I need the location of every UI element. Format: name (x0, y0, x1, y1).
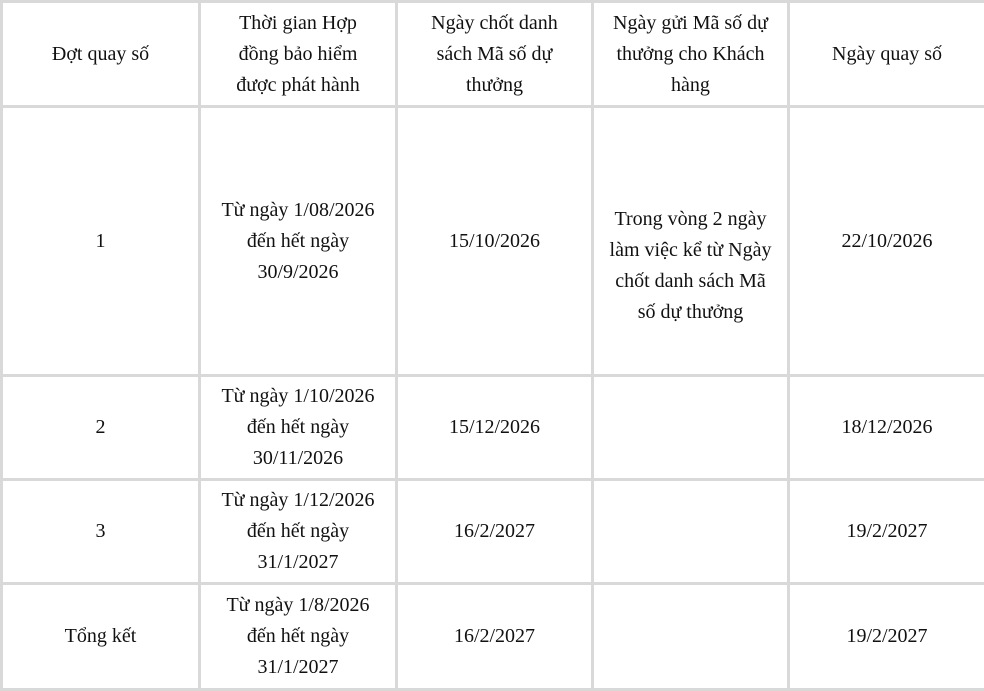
cell-ngay-chot: 15/12/2026 (397, 376, 593, 480)
cell-thoi-gian: Từ ngày 1/12/2026 đến hết ngày 31/1/2027 (200, 480, 397, 584)
cell-ngay-chot: 16/2/2027 (397, 584, 593, 690)
header-ngay-quay: Ngày quay số (789, 2, 984, 107)
table-row (2, 376, 984, 480)
cell-dot: 2 (2, 376, 200, 480)
cell-ngay-quay: 19/2/2027 (789, 584, 984, 690)
table-row (2, 480, 984, 584)
header-dot-quay-so: Đợt quay số (2, 2, 200, 107)
cell-ngay-gui: Trong vòng 2 ngày làm việc kể từ Ngày chốt danh sách Mã số dự thưởng (593, 107, 789, 376)
table-row (2, 584, 984, 690)
header-thoi-gian: Thời gian Hợp đồng bảo hiểm được phát hành (200, 2, 397, 107)
cell-dot: 3 (2, 480, 200, 584)
cell-thoi-gian: Từ ngày 1/08/2026 đến hết ngày 30/9/2026 (200, 107, 397, 376)
cell-ngay-chot: 15/10/2026 (397, 107, 593, 376)
cell-thoi-gian: Từ ngày 1/8/2026 đến hết ngày 31/1/2027 (200, 584, 397, 690)
cell-ngay-gui (593, 480, 789, 584)
cell-ngay-gui (593, 584, 789, 690)
cell-thoi-gian: Từ ngày 1/10/2026 đến hết ngày 30/11/2026 (200, 376, 397, 480)
cell-ngay-quay: 19/2/2027 (789, 480, 984, 584)
cell-dot: Tổng kết (2, 584, 200, 690)
cell-ngay-gui (593, 376, 789, 480)
header-ngay-gui: Ngày gửi Mã số dự thưởng cho Khách hàng (593, 2, 789, 107)
table-row (2, 107, 984, 376)
header-ngay-chot: Ngày chốt danh sách Mã số dự thưởng (397, 2, 593, 107)
cell-ngay-quay: 22/10/2026 (789, 107, 984, 376)
cell-ngay-quay: 18/12/2026 (789, 376, 984, 480)
cell-dot: 1 (2, 107, 200, 376)
table-header-row (2, 2, 984, 107)
cell-ngay-chot: 16/2/2027 (397, 480, 593, 584)
